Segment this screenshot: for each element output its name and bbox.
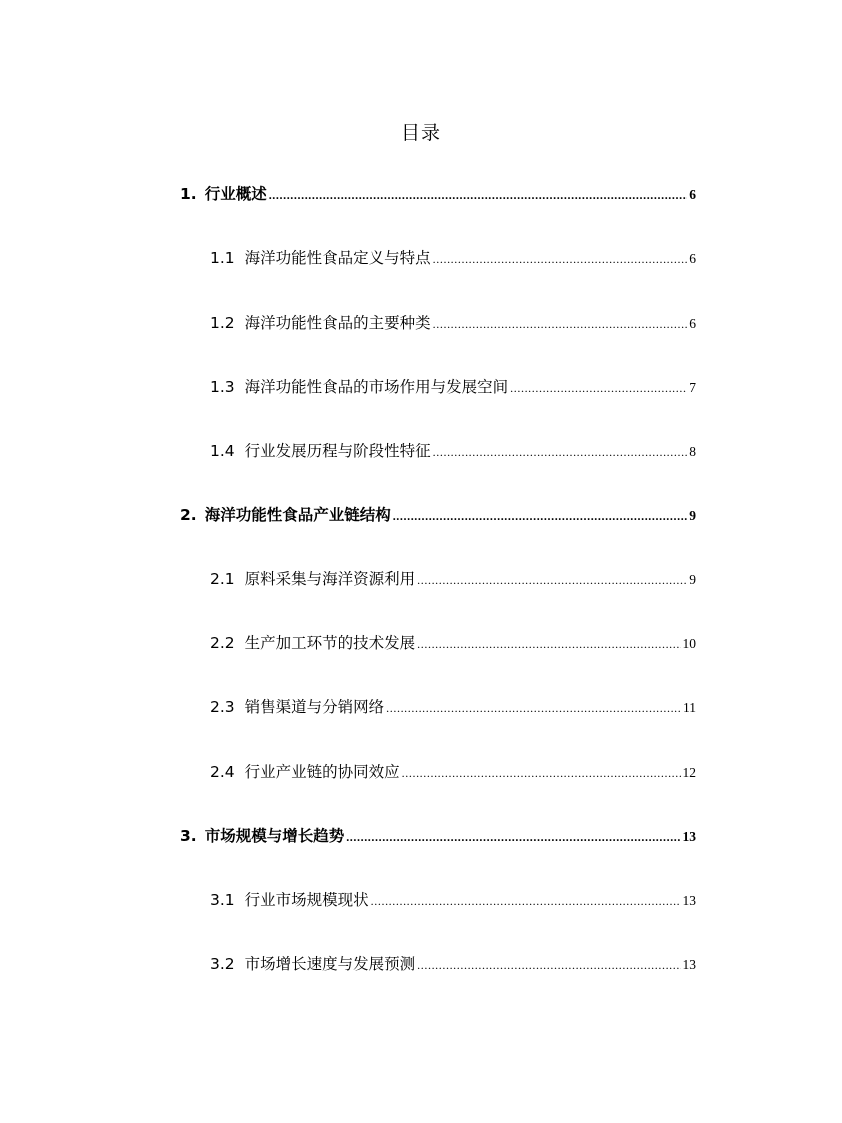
toc-entry-title: 海洋功能性食品的市场作用与发展空间 <box>244 378 509 396</box>
toc-entry[interactable] <box>180 182 696 206</box>
toc-entry-number: 1.4 <box>210 442 235 460</box>
toc-dot-leader <box>433 445 688 460</box>
toc-entry-page: 13 <box>682 957 696 972</box>
toc-entry-number: 2.4 <box>210 763 235 781</box>
toc-entry-title: 原料采集与海洋资源利用 <box>244 570 416 588</box>
toc-entry-title: 销售渠道与分销网络 <box>244 698 385 716</box>
toc-entry-title: 行业市场规模现状 <box>244 891 369 909</box>
toc-entry-title: 海洋功能性食品的主要种类 <box>244 314 431 332</box>
toc-entry[interactable] <box>210 760 696 784</box>
toc-entry-page: 13 <box>682 893 696 908</box>
toc-entry-title: 海洋功能性食品定义与特点 <box>244 249 431 267</box>
toc-entry-number: 1.2 <box>210 314 235 332</box>
toc-entry-page: 7 <box>689 380 696 395</box>
toc-dot-leader <box>386 701 681 716</box>
toc-dot-leader <box>417 573 687 588</box>
toc-title: 目录 <box>400 122 441 144</box>
toc-entry-page: 6 <box>689 187 696 202</box>
toc-entry-title: 生产加工环节的技术发展 <box>244 634 416 652</box>
toc-dot-leader <box>402 766 681 781</box>
toc-entry[interactable] <box>210 695 696 719</box>
toc-entry-page: 11 <box>683 700 696 715</box>
toc-entry[interactable] <box>180 824 696 848</box>
toc-entry-title: 海洋功能性食品产业链结构 <box>204 506 391 524</box>
toc-entry-number: 1.3 <box>210 378 235 396</box>
toc-entry[interactable] <box>180 503 696 527</box>
toc-dot-leader <box>417 958 680 973</box>
toc-dot-leader <box>433 252 688 267</box>
toc-entry-page: 6 <box>689 316 696 331</box>
toc-entry-number: 1. <box>180 185 197 203</box>
toc-entry-title: 行业发展历程与阶段性特征 <box>244 442 431 460</box>
toc-entry-number: 2.2 <box>210 634 235 652</box>
toc-dot-leader <box>417 637 680 652</box>
toc-entry-page: 9 <box>689 572 696 587</box>
toc-entry[interactable] <box>210 375 696 399</box>
toc-entry-page: 8 <box>689 444 696 459</box>
toc-entry-number: 2.1 <box>210 570 235 588</box>
toc-entry[interactable] <box>210 888 696 912</box>
toc-entry[interactable] <box>210 952 696 976</box>
toc-entry-page: 12 <box>682 765 696 780</box>
toc-entry-page: 9 <box>689 508 696 523</box>
toc-entry-number: 3.1 <box>210 891 235 909</box>
toc-entry[interactable] <box>210 439 696 463</box>
toc-dot-leader <box>346 830 680 845</box>
toc-entry-number: 1.1 <box>210 249 235 267</box>
toc-entry[interactable] <box>210 311 696 335</box>
toc-entry[interactable] <box>210 567 696 591</box>
toc-entry-title: 行业概述 <box>204 185 267 203</box>
toc-entry-page: 13 <box>682 829 696 844</box>
toc-entry-number: 2. <box>180 506 197 524</box>
toc-dot-leader <box>510 381 687 396</box>
toc-entry-title: 行业产业链的协同效应 <box>244 763 400 781</box>
toc-entry-title: 市场增长速度与发展预测 <box>244 955 416 973</box>
toc-entry-number: 3. <box>180 827 197 845</box>
toc-dot-leader <box>433 317 688 332</box>
toc-dot-leader <box>269 188 688 203</box>
toc-dot-leader <box>393 509 688 524</box>
toc-entry-page: 10 <box>682 636 696 651</box>
toc-entry[interactable] <box>210 246 696 270</box>
toc-entry[interactable] <box>210 631 696 655</box>
toc-entry-title: 市场规模与增长趋势 <box>204 827 345 845</box>
toc-entry-number: 2.3 <box>210 698 235 716</box>
toc-dot-leader <box>371 894 681 909</box>
toc-entry-page: 6 <box>689 251 696 266</box>
toc-entry-number: 3.2 <box>210 955 235 973</box>
